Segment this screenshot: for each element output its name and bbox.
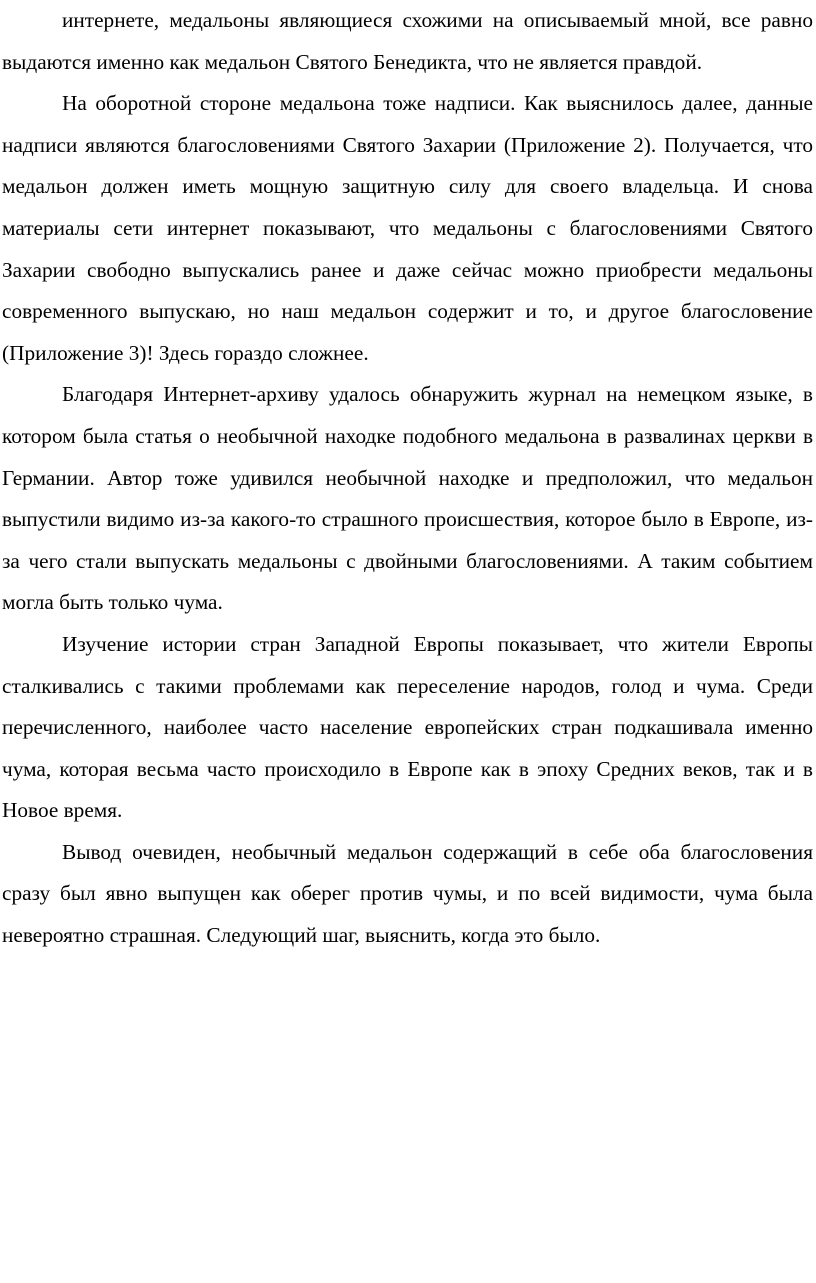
paragraph: Благодаря Интернет-архиву удалось обнаружить журнал на немецком языке, в котором была статья о необычной находке подобного медальона в развалинах церкви в Германии. Автор тоже удивился необычной находке и предположил, что медальон выпустили видимо из-за какого-то страшного происшествия, которое было в Европе, из-за чего стали выпускать медальоны с двойными благословениями. А таким событием могла быть только чума. xyxy=(2,382,813,615)
document-body xyxy=(2,0,813,957)
paragraph: Изучение истории стран Западной Европы показывает, что жители Европы сталкивались с такими проблемами как переселение народов, голод и чума. Среди перечисленного, наиболее часто население европейских стран подкашивала именно чума, которая весьма часто происходило в Европе как в эпоху Средних веков, так и в Новое время. xyxy=(2,631,813,823)
paragraph: На оборотной стороне медальона тоже надписи. Как выяснилось далее, данные надписи являются благословениями Святого Захарии (Приложение 2). Получается, что медальон должен иметь мощную защитную силу для своего владельца. И снова материалы сети интернет показывают, что медальоны с благословениями Святого Захарии свободно выпускались ранее и даже сейчас можно приобрести медальоны современного выпускаю, но наш медальон содержит и то, и другое благословение (Приложение 3)! Здесь гораздо сложнее. xyxy=(2,91,813,365)
paragraph: Вывод очевиден, необычный медальон содержащий в себе оба благословения сразу был явно выпущен как оберег против чумы, и по всей видимости, чума была невероятно страшная. Следующий шаг, выяснить, когда это было. xyxy=(2,839,813,948)
paragraph-continued: интернете, медальоны являющиеся схожими на описываемый мной, все равно выдаются именно как медальон Святого Бенедикта, что не является правдой. xyxy=(2,8,813,74)
